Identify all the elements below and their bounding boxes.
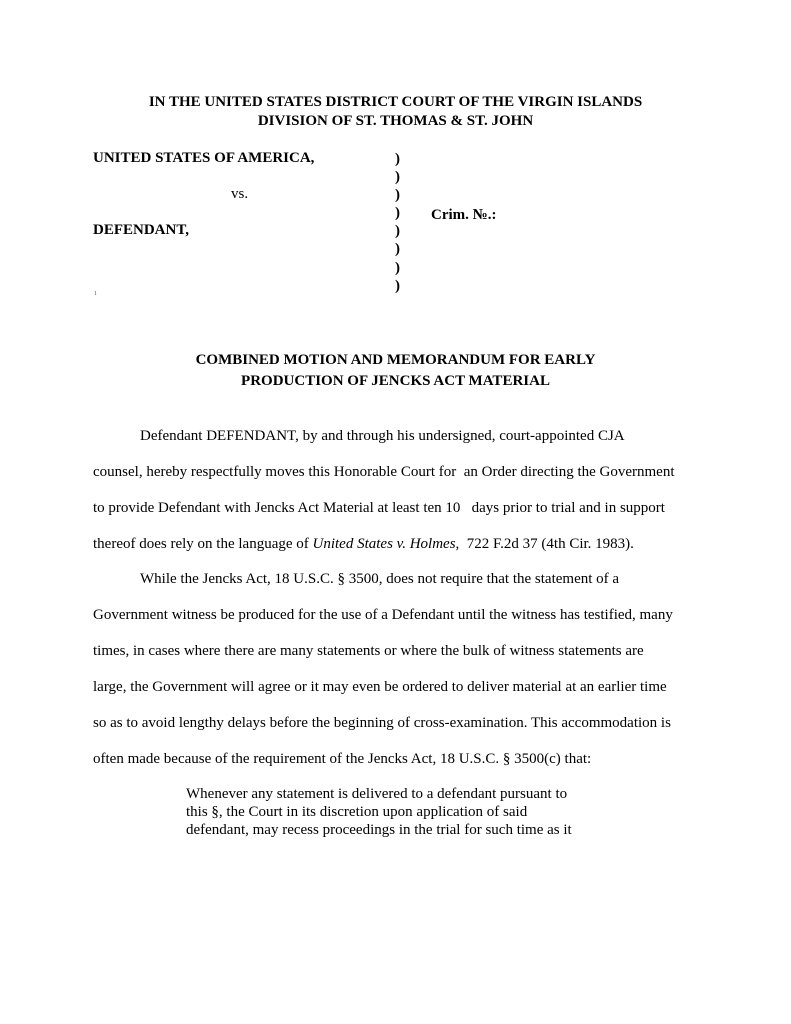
quote-line: this §, the Court in its discretion upon application of said	[186, 804, 528, 820]
paragraph-1	[93, 418, 703, 562]
block-quote	[186, 785, 606, 839]
court-name-line: IN THE UNITED STATES DISTRICT COURT OF THE VIRGIN ISLANDS	[148, 94, 643, 110]
caption-paren: )	[395, 223, 400, 240]
paragraph-line: Government witness be produced for the use of a Defendant until the witness has testified, many	[93, 607, 673, 623]
caption-paren: )	[395, 259, 400, 276]
paragraph-line: often made because of the requirement of the Jencks Act, 18 U.S.C. § 3500(c) that:	[93, 751, 592, 767]
quote-line: defendant, may recess proceedings in the trial for such time as it	[186, 822, 572, 838]
paragraph-line: counsel, hereby respectfully moves this Honorable Court for an Order directing the Government	[93, 464, 675, 480]
paragraph-line: times, in cases where there are many statements or where the bulk of witness statements are	[93, 643, 644, 659]
paragraph-line: so as to avoid lengthy delays before the beginning of cross-examination. This accommodation is	[93, 715, 671, 731]
caption-paren: )	[395, 205, 400, 222]
caption-paren: )	[395, 241, 400, 258]
caption-paren: )	[395, 169, 400, 186]
caption-paren: )	[395, 187, 400, 204]
court-division-line: DIVISION OF ST. THOMAS & ST. JOHN	[257, 113, 534, 129]
motion-title-line: PRODUCTION OF JENCKS ACT MATERIAL	[241, 373, 550, 389]
caption-paren: )	[395, 277, 400, 294]
quote-line: Whenever any statement is delivered to a defendant pursuant to	[186, 786, 568, 802]
motion-title	[0, 350, 791, 392]
caption-plaintiff: UNITED STATES OF AMERICA,	[93, 150, 315, 166]
case-citation: United States v. Holmes	[312, 536, 456, 552]
footnote-mark: 1	[94, 291, 97, 297]
paragraph-line: Defendant DEFENDANT, by and through his undersigned, court-appointed CJA	[140, 428, 625, 444]
criminal-number-label: Crim. №.:	[431, 207, 497, 223]
paragraph-line: large, the Government will agree or it may even be ordered to deliver material at an earlier time	[93, 679, 667, 695]
paragraph-line: to provide Defendant with Jencks Act Material at least ten 10 days prior to trial and in support	[93, 500, 665, 516]
caption-defendant: DEFENDANT,	[93, 222, 189, 238]
paragraph-2	[93, 561, 703, 777]
caption-versus: vs.	[231, 186, 249, 202]
caption-paren-column	[395, 150, 400, 295]
paragraph-line: While the Jencks Act, 18 U.S.C. § 3500, does not require that the statement of a	[140, 571, 620, 587]
paragraph-line	[93, 526, 703, 562]
court-header	[0, 93, 791, 131]
text-run: thereof does rely on the language of	[93, 536, 313, 552]
motion-title-line: COMBINED MOTION AND MEMORANDUM FOR EARLY	[195, 352, 596, 368]
text-run: , 722 F.2d 37 (4th Cir. 1983).	[455, 536, 634, 552]
caption-paren: )	[395, 151, 400, 167]
